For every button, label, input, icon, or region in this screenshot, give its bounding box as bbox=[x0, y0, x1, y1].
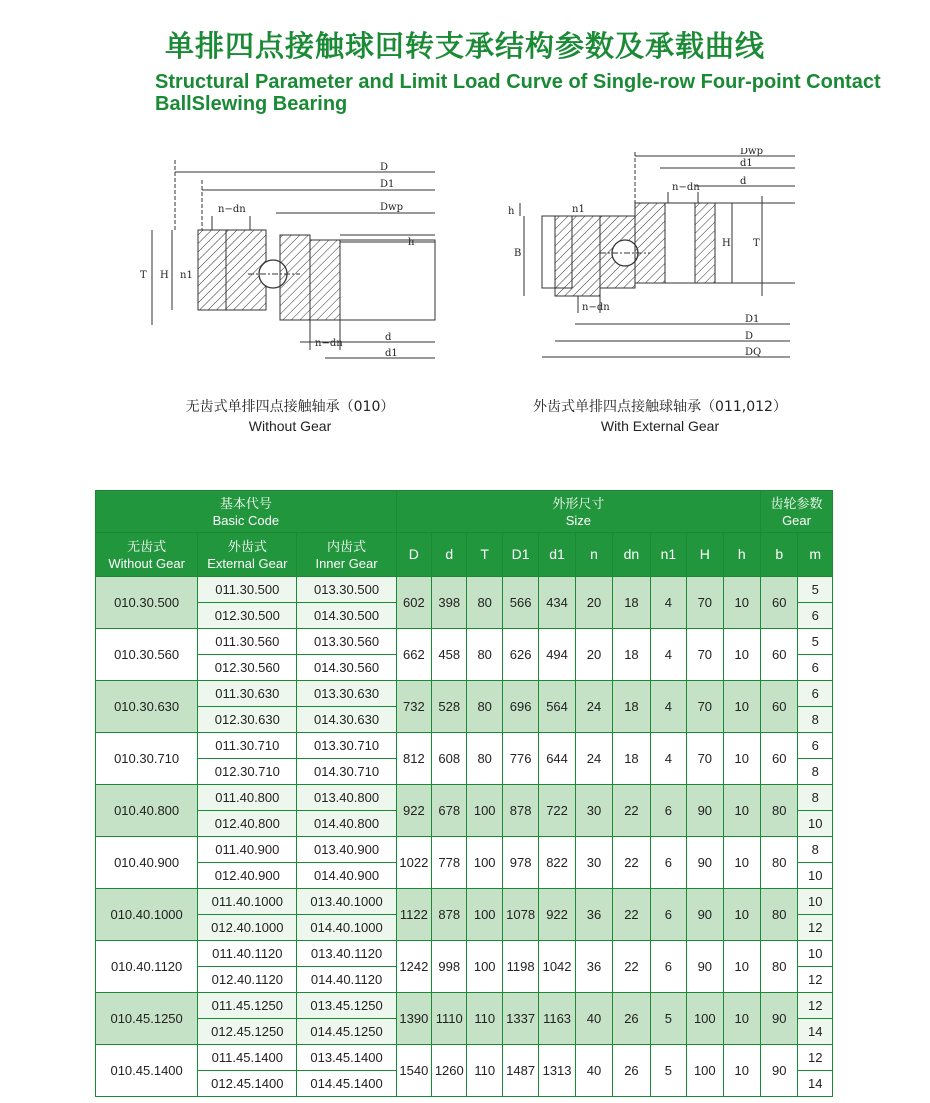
col-header-cn: 内齿式 bbox=[327, 538, 367, 554]
table-row bbox=[96, 993, 833, 1019]
dim-label: n1 bbox=[572, 204, 585, 215]
cell-d: 998 bbox=[432, 941, 467, 993]
cell-D: 1242 bbox=[396, 941, 431, 993]
col-header-h: h bbox=[723, 533, 761, 577]
cell-m: 10 bbox=[798, 811, 833, 837]
group-header-basic-code bbox=[96, 491, 397, 533]
caption-en: Without Gear bbox=[248, 418, 332, 434]
cell-dn: 26 bbox=[613, 993, 650, 1045]
dim-label: n−dn bbox=[672, 182, 700, 193]
cell-external-gear-code: 011.45.1400 bbox=[198, 1045, 297, 1071]
cell-H: 100 bbox=[687, 993, 723, 1045]
spec-table bbox=[95, 490, 833, 1097]
group-header-cn: 外形尺寸 bbox=[552, 495, 605, 511]
cell-external-gear-code: 012.40.900 bbox=[198, 863, 297, 889]
col-header-n1: n1 bbox=[650, 533, 686, 577]
col-header-cn: 无齿式 bbox=[127, 538, 167, 554]
cell-inner-gear-code: 014.45.1400 bbox=[297, 1071, 396, 1097]
table-row bbox=[96, 785, 833, 811]
dim-label: n−dn bbox=[582, 302, 610, 313]
cell-h: 10 bbox=[723, 889, 761, 941]
table-row bbox=[96, 577, 833, 603]
dim-label: n−dn bbox=[218, 204, 246, 215]
dim-label: D1 bbox=[745, 314, 760, 325]
dim-label: d1 bbox=[385, 348, 398, 359]
cell-D: 1022 bbox=[396, 837, 431, 889]
cell-D: 662 bbox=[396, 629, 431, 681]
group-header-gear bbox=[761, 491, 833, 533]
cell-D: 602 bbox=[396, 577, 431, 629]
cell-m: 6 bbox=[798, 603, 833, 629]
caption-without-gear bbox=[140, 398, 440, 436]
cell-H: 90 bbox=[687, 889, 723, 941]
cell-T: 80 bbox=[467, 733, 502, 785]
col-header-H: H bbox=[687, 533, 723, 577]
cell-dn: 18 bbox=[613, 733, 650, 785]
cell-m: 10 bbox=[798, 941, 833, 967]
cell-dn: 26 bbox=[613, 1045, 650, 1097]
cell-inner-gear-code: 013.40.800 bbox=[297, 785, 396, 811]
group-header-cn: 齿轮参数 bbox=[770, 495, 823, 511]
cell-D1: 1487 bbox=[502, 1045, 538, 1097]
col-header-en: Inner Gear bbox=[315, 555, 378, 571]
cell-dn: 22 bbox=[613, 837, 650, 889]
cell-d: 528 bbox=[432, 681, 467, 733]
cell-n1: 5 bbox=[650, 1045, 686, 1097]
dim-label: Dwp bbox=[380, 202, 403, 213]
cell-n1: 4 bbox=[650, 629, 686, 681]
cell-d: 678 bbox=[432, 785, 467, 837]
cell-dn: 22 bbox=[613, 941, 650, 993]
cell-inner-gear-code: 014.30.710 bbox=[297, 759, 396, 785]
cell-d: 458 bbox=[432, 629, 467, 681]
cell-external-gear-code: 012.30.710 bbox=[198, 759, 297, 785]
dim-label: DQ bbox=[745, 347, 762, 358]
cell-H: 70 bbox=[687, 577, 723, 629]
spec-table-body bbox=[96, 577, 833, 1097]
cell-m: 14 bbox=[798, 1071, 833, 1097]
cell-without-gear-code: 010.30.560 bbox=[96, 629, 198, 681]
dim-label: T bbox=[753, 238, 760, 249]
cell-D: 922 bbox=[396, 785, 431, 837]
cell-dn: 22 bbox=[613, 785, 650, 837]
cell-b: 80 bbox=[761, 837, 798, 889]
cell-n1: 6 bbox=[650, 941, 686, 993]
cell-external-gear-code: 011.45.1250 bbox=[198, 993, 297, 1019]
cell-d1: 1313 bbox=[539, 1045, 575, 1097]
cell-T: 100 bbox=[467, 837, 502, 889]
cell-m: 10 bbox=[798, 863, 833, 889]
cell-d: 398 bbox=[432, 577, 467, 629]
cell-b: 80 bbox=[761, 889, 798, 941]
col-header-T: T bbox=[467, 533, 502, 577]
page-title-en: Structural Parameter and Limit Load Curve of Single-row Four-point Contact BallSlewing Bearing bbox=[155, 71, 881, 115]
cell-d: 878 bbox=[432, 889, 467, 941]
col-header-D: D bbox=[396, 533, 431, 577]
cell-b: 80 bbox=[761, 785, 798, 837]
cell-n1: 6 bbox=[650, 837, 686, 889]
cell-external-gear-code: 012.45.1400 bbox=[198, 1071, 297, 1097]
cell-T: 100 bbox=[467, 889, 502, 941]
cell-h: 10 bbox=[723, 837, 761, 889]
cell-b: 80 bbox=[761, 941, 798, 993]
caption-cn: 外齿式单排四点接触球轴承（011,012） bbox=[533, 399, 787, 415]
cell-n: 24 bbox=[575, 681, 612, 733]
dim-label: d1 bbox=[740, 158, 753, 169]
dim-label: T bbox=[140, 270, 147, 281]
cell-m: 8 bbox=[798, 785, 833, 811]
table-row bbox=[96, 941, 833, 967]
table-row bbox=[96, 681, 833, 707]
cell-h: 10 bbox=[723, 785, 761, 837]
cell-D1: 878 bbox=[502, 785, 538, 837]
col-header-m: m bbox=[798, 533, 833, 577]
cell-m: 14 bbox=[798, 1019, 833, 1045]
cell-m: 6 bbox=[798, 655, 833, 681]
caption-en: With External Gear bbox=[600, 418, 720, 434]
cell-d1: 644 bbox=[539, 733, 575, 785]
cell-h: 10 bbox=[723, 941, 761, 993]
cell-D: 1122 bbox=[396, 889, 431, 941]
group-header-en: Gear bbox=[782, 512, 811, 528]
col-header-d1: d1 bbox=[539, 533, 575, 577]
cell-without-gear-code: 010.40.1120 bbox=[96, 941, 198, 993]
cell-n: 30 bbox=[575, 785, 612, 837]
cell-h: 10 bbox=[723, 681, 761, 733]
cell-without-gear-code: 010.40.800 bbox=[96, 785, 198, 837]
cell-m: 8 bbox=[798, 707, 833, 733]
cell-without-gear-code: 010.40.900 bbox=[96, 837, 198, 889]
cell-b: 60 bbox=[761, 733, 798, 785]
dim-label: d bbox=[740, 176, 747, 187]
cell-m: 12 bbox=[798, 967, 833, 993]
cell-D: 1390 bbox=[396, 993, 431, 1045]
cell-without-gear-code: 010.30.630 bbox=[96, 681, 198, 733]
col-header-n: n bbox=[575, 533, 612, 577]
cell-inner-gear-code: 014.40.900 bbox=[297, 863, 396, 889]
group-header-en: Size bbox=[565, 512, 591, 528]
cell-inner-gear-code: 013.45.1400 bbox=[297, 1045, 396, 1071]
cell-d1: 564 bbox=[539, 681, 575, 733]
cell-inner-gear-code: 014.40.1120 bbox=[297, 967, 396, 993]
cell-m: 5 bbox=[798, 577, 833, 603]
col-header-d: d bbox=[432, 533, 467, 577]
cell-D: 732 bbox=[396, 681, 431, 733]
cell-n: 40 bbox=[575, 993, 612, 1045]
cell-b: 60 bbox=[761, 577, 798, 629]
cell-T: 80 bbox=[467, 577, 502, 629]
cell-T: 100 bbox=[467, 785, 502, 837]
cell-d1: 1163 bbox=[539, 993, 575, 1045]
cell-T: 110 bbox=[467, 1045, 502, 1097]
cell-n: 30 bbox=[575, 837, 612, 889]
cell-b: 90 bbox=[761, 1045, 798, 1097]
cell-without-gear-code: 010.30.710 bbox=[96, 733, 198, 785]
dim-label: Dwp bbox=[740, 148, 763, 157]
cell-n1: 5 bbox=[650, 993, 686, 1045]
cell-d: 1110 bbox=[432, 993, 467, 1045]
col-header-inner-gear bbox=[297, 533, 396, 577]
cell-h: 10 bbox=[723, 629, 761, 681]
cell-T: 100 bbox=[467, 941, 502, 993]
cell-D1: 1337 bbox=[502, 993, 538, 1045]
cell-D1: 978 bbox=[502, 837, 538, 889]
cell-external-gear-code: 012.40.1000 bbox=[198, 915, 297, 941]
dim-label: h bbox=[508, 206, 515, 217]
dim-label: H bbox=[722, 238, 731, 249]
dim-label: D1 bbox=[380, 179, 395, 190]
cell-inner-gear-code: 014.30.560 bbox=[297, 655, 396, 681]
cell-n: 36 bbox=[575, 889, 612, 941]
col-header-dn: dn bbox=[613, 533, 650, 577]
cell-D1: 626 bbox=[502, 629, 538, 681]
cell-n1: 6 bbox=[650, 785, 686, 837]
cell-external-gear-code: 011.30.560 bbox=[198, 629, 297, 655]
page-title-cn: 单排四点接触球回转支承结构参数及承载曲线 bbox=[164, 29, 765, 63]
cell-external-gear-code: 012.45.1250 bbox=[198, 1019, 297, 1045]
cell-external-gear-code: 011.40.1120 bbox=[198, 941, 297, 967]
cell-inner-gear-code: 013.40.1120 bbox=[297, 941, 396, 967]
cell-external-gear-code: 011.40.800 bbox=[198, 785, 297, 811]
cell-b: 90 bbox=[761, 993, 798, 1045]
cell-T: 80 bbox=[467, 629, 502, 681]
cell-inner-gear-code: 013.30.710 bbox=[297, 733, 396, 759]
cell-d1: 822 bbox=[539, 837, 575, 889]
cell-dn: 22 bbox=[613, 889, 650, 941]
cell-dn: 18 bbox=[613, 629, 650, 681]
cell-m: 12 bbox=[798, 993, 833, 1019]
col-header-D1: D1 bbox=[502, 533, 538, 577]
col-header-without-gear bbox=[96, 533, 198, 577]
cell-D1: 566 bbox=[502, 577, 538, 629]
table-row bbox=[96, 733, 833, 759]
cell-h: 10 bbox=[723, 993, 761, 1045]
cell-h: 10 bbox=[723, 577, 761, 629]
cell-external-gear-code: 012.30.560 bbox=[198, 655, 297, 681]
cell-external-gear-code: 011.40.1000 bbox=[198, 889, 297, 915]
cell-H: 70 bbox=[687, 733, 723, 785]
caption-with-external-gear bbox=[500, 398, 820, 436]
cell-without-gear-code: 010.45.1250 bbox=[96, 993, 198, 1045]
cell-external-gear-code: 011.30.500 bbox=[198, 577, 297, 603]
cell-inner-gear-code: 013.30.500 bbox=[297, 577, 396, 603]
cell-external-gear-code: 011.40.900 bbox=[198, 837, 297, 863]
cell-d: 1260 bbox=[432, 1045, 467, 1097]
cell-d: 608 bbox=[432, 733, 467, 785]
cell-T: 110 bbox=[467, 993, 502, 1045]
cell-dn: 18 bbox=[613, 681, 650, 733]
dim-label: D bbox=[745, 331, 754, 342]
cell-m: 5 bbox=[798, 629, 833, 655]
group-header-en: Basic Code bbox=[212, 512, 280, 528]
cell-d1: 1042 bbox=[539, 941, 575, 993]
cell-H: 100 bbox=[687, 1045, 723, 1097]
caption-cn: 无齿式单排四点接触轴承（010） bbox=[185, 399, 395, 415]
cell-inner-gear-code: 013.45.1250 bbox=[297, 993, 396, 1019]
col-header-cn: 外齿式 bbox=[227, 538, 267, 554]
cell-inner-gear-code: 013.40.1000 bbox=[297, 889, 396, 915]
cell-n: 36 bbox=[575, 941, 612, 993]
group-header-cn: 基本代号 bbox=[219, 495, 272, 511]
cell-D1: 696 bbox=[502, 681, 538, 733]
cell-external-gear-code: 012.30.500 bbox=[198, 603, 297, 629]
cell-without-gear-code: 010.45.1400 bbox=[96, 1045, 198, 1097]
cell-external-gear-code: 012.40.1120 bbox=[198, 967, 297, 993]
cell-external-gear-code: 012.30.630 bbox=[198, 707, 297, 733]
cell-d1: 494 bbox=[539, 629, 575, 681]
cell-H: 70 bbox=[687, 629, 723, 681]
dim-label: D bbox=[380, 162, 389, 173]
drawing-with-external-gear bbox=[500, 148, 800, 368]
cell-b: 60 bbox=[761, 681, 798, 733]
cell-d: 778 bbox=[432, 837, 467, 889]
col-header-external-gear bbox=[198, 533, 297, 577]
cell-dn: 18 bbox=[613, 577, 650, 629]
group-header-size bbox=[396, 491, 760, 533]
cell-inner-gear-code: 014.40.1000 bbox=[297, 915, 396, 941]
table-row bbox=[96, 1045, 833, 1071]
cell-H: 90 bbox=[687, 785, 723, 837]
cell-D: 1540 bbox=[396, 1045, 431, 1097]
col-header-en: Without Gear bbox=[108, 555, 185, 571]
dim-label: d bbox=[385, 332, 392, 343]
cell-h: 10 bbox=[723, 1045, 761, 1097]
cell-H: 70 bbox=[687, 681, 723, 733]
col-header-en: External Gear bbox=[207, 555, 288, 571]
cell-n1: 4 bbox=[650, 733, 686, 785]
col-header-b: b bbox=[761, 533, 798, 577]
cell-D1: 1198 bbox=[502, 941, 538, 993]
dim-label: n1 bbox=[180, 270, 193, 281]
table-row bbox=[96, 629, 833, 655]
cell-n1: 6 bbox=[650, 889, 686, 941]
cell-d1: 922 bbox=[539, 889, 575, 941]
cell-external-gear-code: 011.30.630 bbox=[198, 681, 297, 707]
cell-m: 6 bbox=[798, 733, 833, 759]
cell-inner-gear-code: 014.30.500 bbox=[297, 603, 396, 629]
cell-inner-gear-code: 013.30.560 bbox=[297, 629, 396, 655]
cell-b: 60 bbox=[761, 629, 798, 681]
cell-m: 6 bbox=[798, 681, 833, 707]
cell-D1: 776 bbox=[502, 733, 538, 785]
cell-inner-gear-code: 013.30.630 bbox=[297, 681, 396, 707]
cell-D1: 1078 bbox=[502, 889, 538, 941]
cell-D: 812 bbox=[396, 733, 431, 785]
cell-n1: 4 bbox=[650, 577, 686, 629]
cell-inner-gear-code: 014.40.800 bbox=[297, 811, 396, 837]
cell-d1: 722 bbox=[539, 785, 575, 837]
cell-T: 80 bbox=[467, 681, 502, 733]
cell-m: 8 bbox=[798, 837, 833, 863]
cell-external-gear-code: 011.30.710 bbox=[198, 733, 297, 759]
dim-label: h bbox=[408, 237, 415, 248]
table-row bbox=[96, 837, 833, 863]
table-row bbox=[96, 889, 833, 915]
cell-n: 40 bbox=[575, 1045, 612, 1097]
cell-n1: 4 bbox=[650, 681, 686, 733]
cell-external-gear-code: 012.40.800 bbox=[198, 811, 297, 837]
cell-n: 20 bbox=[575, 577, 612, 629]
cell-n: 24 bbox=[575, 733, 612, 785]
cell-m: 12 bbox=[798, 915, 833, 941]
cell-inner-gear-code: 014.30.630 bbox=[297, 707, 396, 733]
cell-without-gear-code: 010.30.500 bbox=[96, 577, 198, 629]
cell-m: 10 bbox=[798, 889, 833, 915]
cell-m: 8 bbox=[798, 759, 833, 785]
drawing-without-gear bbox=[130, 150, 440, 370]
cell-h: 10 bbox=[723, 733, 761, 785]
cell-inner-gear-code: 014.45.1250 bbox=[297, 1019, 396, 1045]
cell-n: 20 bbox=[575, 629, 612, 681]
dim-label: n−dn bbox=[315, 338, 343, 349]
cell-d1: 434 bbox=[539, 577, 575, 629]
dim-label: H bbox=[160, 270, 169, 281]
cell-without-gear-code: 010.40.1000 bbox=[96, 889, 198, 941]
dim-label: B bbox=[514, 248, 522, 259]
cell-H: 90 bbox=[687, 837, 723, 889]
cell-m: 12 bbox=[798, 1045, 833, 1071]
cell-H: 90 bbox=[687, 941, 723, 993]
cell-inner-gear-code: 013.40.900 bbox=[297, 837, 396, 863]
